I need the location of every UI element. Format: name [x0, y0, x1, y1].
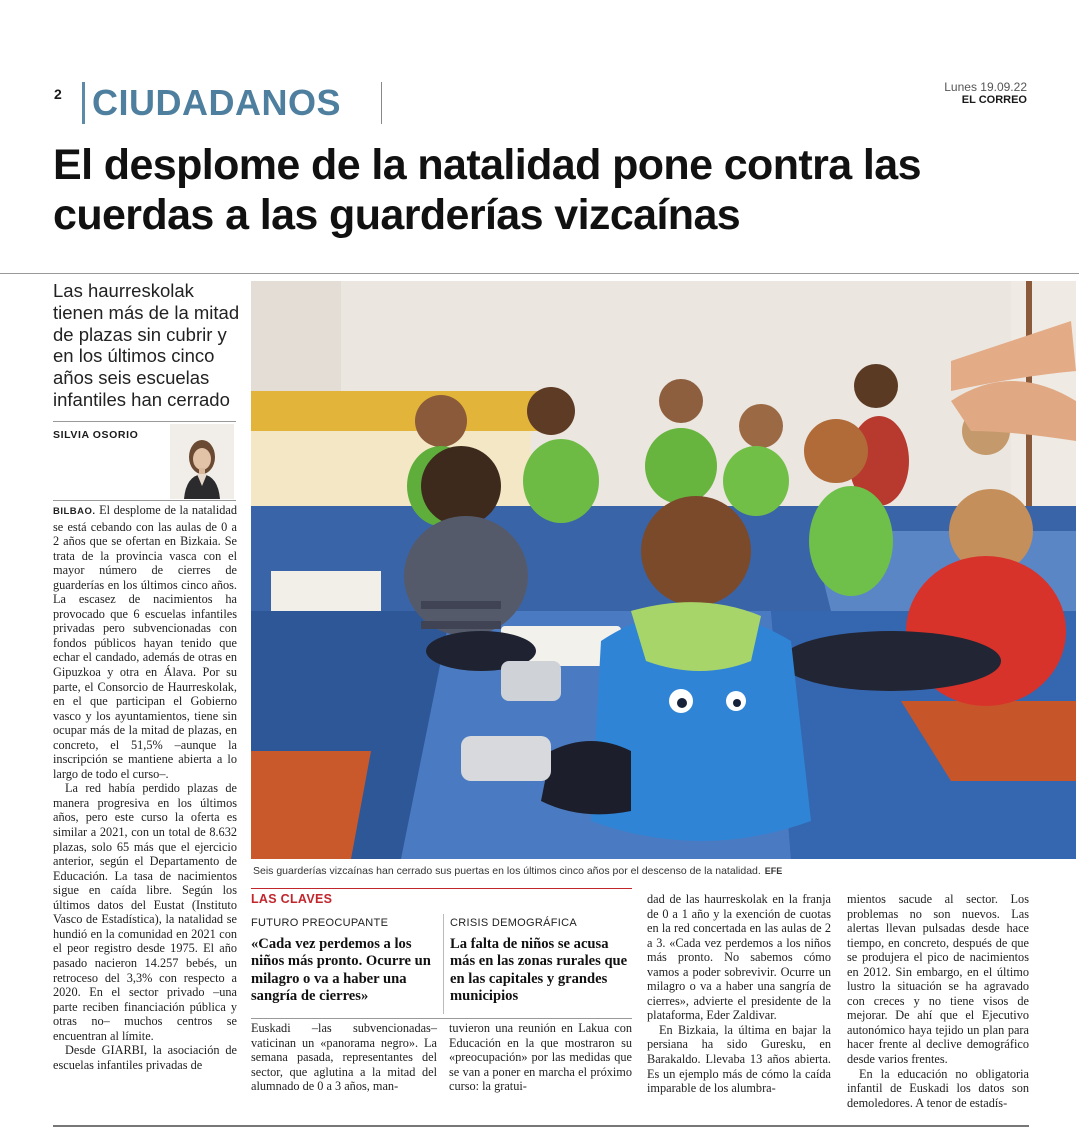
standfirst: Las haurreskolak tienen más de la mitad de plazas sin cubrir y en los últimos cinco años seis escuelas infantiles han cerrado — [53, 280, 240, 410]
body-paragraph: dad de las haurreskolak en la franja de 0 a 1 año y la exención de cuotas en la red concertada en las aulas de 2 a 3. «Cada vez perdemos a los niños más pronto. No sabemos cómo vamos a poder sobrevivir. Ocurre un milagro o va a haber una sangría de cierres», advierte el presidente de la plataforma, Eder Zaldivar. — [647, 892, 831, 1023]
byline-rule — [53, 421, 236, 422]
section-divider — [381, 82, 382, 124]
city-dateline: BILBAO. — [53, 506, 96, 517]
body-paragraph: La red había perdido plazas de manera progresiva en los últimos años, pero este curso la oferta es similar a 2021, con un total de 8.632 plazas, solo 65 más que el ejercicio anterior, según el Departamento de Educación. La tasa de nacimientos sigue en caída libre. Según los últimos datos del Eustat (Instituto Vasco de Estadística), la natalidad se hundió en la comunidad en 2021 con el peor registro desde 1975. El año pasado nacieron 14.257 bebés, un retroceso del 3,3% con respecto a 2020. En el sector privado –una parte reciben financiación pública y otras no– muchos centros se encuentran al límite. — [53, 781, 237, 1043]
section-accent-bar — [82, 82, 85, 124]
issue-date: Lunes 19.09.22 — [944, 80, 1027, 94]
byline-author: SILVIA OSORIO — [53, 429, 139, 441]
clave-quote: La falta de niños se acusa más en las zonas rurales que en las capitales y grandes municipios — [450, 936, 628, 1005]
body-paragraph: Euskadi –las subvencionadas– vaticinan un «panorama negro». La semana pasada, representantes del sector, que aglutina a la mitad del alumnado de 0 a 3 años, man- — [251, 1021, 437, 1094]
newspaper-name: EL CORREO — [961, 94, 1027, 106]
main-photo — [251, 281, 1076, 859]
header-rule — [0, 273, 1079, 274]
clave-kicker: FUTURO PREOCUPANTE — [251, 917, 389, 929]
claves-bottom-rule — [251, 1018, 632, 1019]
body-column-1 — [53, 503, 237, 1072]
body-column-2 — [251, 1021, 437, 1094]
byline-rule-bottom — [53, 500, 236, 501]
clave-kicker: CRISIS DEMOGRÁFICA — [450, 917, 578, 929]
body-column-4 — [647, 892, 831, 1096]
claves-label: LAS CLAVES — [251, 892, 333, 906]
caption-text: Seis guarderías vizcaínas han cerrado sus puertas en los últimos cinco años por el descenso de la natalidad. — [253, 865, 761, 877]
body-column-5 — [847, 892, 1029, 1110]
page-number: 2 — [54, 86, 62, 102]
body-paragraph: Desde GIARBI, la asociación de escuelas infantiles privadas de — [53, 1043, 237, 1072]
body-paragraph: tuvieron una reunión en Lakua con Educación en la que mostraron su «preocupación» por las medidas que se van a poner en marcha el próximo curso: la gratui- — [449, 1021, 632, 1094]
body-text: El desplome de la natalidad se está cebando con las aulas de 0 a 2 años que se ofertan en Bizkaia. Se trata de la provincia vasca con el mayor número de cierres de guarderías en los últimos cinco años. La escasez de nacimientos ha provocado que 6 escuelas infantiles privadas pero subvencionadas con fondos públicos hayan tenido que echar el candado, además de otras en Gipuzkoa y otra en Álava. Por su parte, el Consorcio de Haurreskolak, en el que participan el Gobierno vasco y los ayuntamientos, tiene sin ocupar más de la mitad de plazas, en concreto, el 51,5% –aunque la inscripción se mantiene abierta a lo largo de todo el curso–. — [53, 503, 238, 781]
body-paragraph: mientos sacude al sector. Los problemas no son nuevos. Las alertas llevan pulsadas desde hace tiempo, en concreto, después de que se produjera el pico de nacimientos en 2012. Sin embargo, en el último lustro la situación se ha agravado con creces y no tiene visos de mejorar. De ahí que el Ejecutivo autonómico haya tejido un plan para hacer frente al declive demográfico desde varios frentes. — [847, 892, 1029, 1067]
body-column-3 — [449, 1021, 632, 1094]
body-paragraph: En Bizkaia, la última en bajar la persiana ha sido Guresku, en Barakaldo. Llevaba 13 años abierta. Es un ejemplo más de cómo la caída imparable de los alumbra- — [647, 1022, 831, 1096]
section-title: CIUDADANOS — [92, 82, 342, 123]
claves-rule — [251, 888, 632, 889]
body-paragraph: En la educación no obligatoria infantil de Euskadi los datos son demoledores. A tenor de estadís- — [847, 1066, 1029, 1110]
footer-rule — [53, 1125, 1029, 1127]
claves-divider — [443, 914, 444, 1014]
headline: El desplome de la natalidad pone contra las cuerdas a las guarderías vizcaínas — [53, 141, 921, 239]
photo-caption — [253, 865, 1073, 877]
clave-quote: «Cada vez perdemos a los niños más pronto. Ocurre un milagro o va a haber una sangría de cierres» — [251, 936, 431, 1005]
author-photo — [170, 424, 234, 499]
body-paragraph — [53, 503, 237, 781]
photo-agency: EFE — [764, 866, 783, 876]
